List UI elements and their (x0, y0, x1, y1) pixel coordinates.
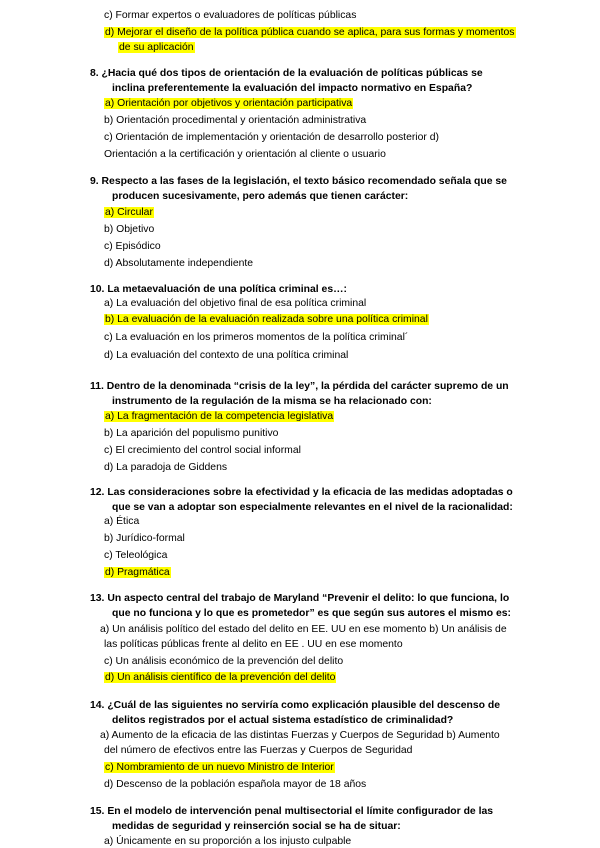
q14-option-c (104, 761, 335, 774)
q13-option-c: c) Un análisis económico de la prevención del delito (104, 656, 344, 667)
q12-option-a: a) Ética (104, 516, 140, 527)
q7-option-d-line2 (118, 41, 195, 54)
q13-options-ab-line2: las políticas públicas frente al delito en EE . UU en ese momento (104, 639, 403, 650)
q9-title-line2: producen sucesivamente, pero además que tienen carácter: (112, 191, 409, 202)
q11-option-b: b) La aparición del populismo punitivo (104, 428, 279, 439)
q8-option-d: Orientación a la certificación y orientación al cliente o usuario (104, 149, 386, 160)
q13-option-d (104, 671, 336, 684)
q11-option-d: d) La paradoja de Giddens (104, 462, 228, 473)
q14-title-line1: 14. ¿Cuál de las siguientes no serviría como explicación plausible del descenso de (90, 700, 500, 711)
q15-option-a: a) Únicamente en su proporción a los injusto culpable (104, 836, 352, 847)
q12-option-d (104, 566, 171, 579)
q10-option-c: c) La evaluación en los primeros momentos de la política criminal´ (104, 332, 409, 343)
q14-title-line2: delitos registrados por el actual sistema estadístico de criminalidad? (112, 715, 454, 726)
answer-highlight: a) Orientación por objetivos y orientación participativa (105, 98, 353, 109)
q8-title-line2: inclina preferentemente la evaluación del impacto normativo en España? (112, 83, 473, 94)
q13-options-ab-line1: a) Un análisis político del estado del delito en EE. UU en ese momento b) Un análisis de (100, 624, 507, 635)
q10-option-a: a) La evaluación del objetivo final de esa política criminal (104, 298, 367, 309)
q15-title-line1: 15. En el modelo de intervención penal multisectorial el límite configurador de las (90, 806, 494, 817)
q7-option-d-line1 (104, 26, 516, 39)
q10-option-b (104, 313, 429, 326)
q8-option-a (104, 97, 353, 110)
answer-highlight: de su aplicación (119, 42, 194, 53)
q11-title-line1: 11. Dentro de la denominada “crisis de la ley”, la pérdida del carácter supremo de un (90, 381, 509, 392)
q10-title: 10. La metaevaluación de una política criminal es…: (90, 284, 347, 295)
q9-option-d: d) Absolutamente independiente (104, 258, 254, 269)
q12-option-b: b) Jurídico-formal (104, 533, 185, 544)
answer-highlight: c) Nombramiento de un nuevo Ministro de Interior (105, 762, 334, 773)
q14-options-ab-line1: a) Aumento de la eficacia de las distintas Fuerzas y Cuerpos de Seguridad b) Aumento (100, 730, 500, 741)
answer-highlight: d) Mejorar el diseño de la política pública cuando se aplica, para sus formas y momentos (105, 27, 515, 38)
q9-option-c: c) Episódico (104, 241, 161, 252)
q12-title-line2: que se van a adoptar son especialmente relevantes en el nivel de la racionalidad: (112, 502, 513, 513)
q11-option-c: c) El crecimiento del control social informal (104, 445, 301, 456)
q15-title-line2: medidas de seguridad y reinserción social se ha de situar: (112, 821, 401, 832)
q10-option-d: d) La evaluación del contexto de una política criminal (104, 350, 349, 361)
q11-option-a (104, 410, 334, 423)
q12-title-line1: 12. Las consideraciones sobre la efectividad y la eficacia de las medidas adoptadas o (90, 487, 513, 498)
q8-option-c: c) Orientación de implementación y orientación de desarrollo posterior d) (104, 132, 439, 143)
q13-title-line2: que no funciona y lo que es prometedor” es que según sus autores el mismo es: (112, 608, 511, 619)
q9-option-a (104, 206, 154, 219)
answer-highlight: b) La evaluación de la evaluación realizada sobre una política criminal (105, 314, 428, 325)
q8-option-b: b) Orientación procedimental y orientación administrativa (104, 115, 367, 126)
q8-title-line1: 8. ¿Hacia qué dos tipos de orientación de la evaluación de políticas públicas se (90, 68, 483, 79)
answer-highlight: d) Un análisis científico de la prevención del delito (105, 672, 336, 683)
answer-highlight: a) La fragmentación de la competencia legislativa (105, 411, 334, 422)
q12-option-c: c) Teleológica (104, 550, 168, 561)
q13-title-line1: 13. Un aspecto central del trabajo de Maryland “Prevenir el delito: lo que funciona, lo (90, 593, 510, 604)
q7-option-c: c) Formar expertos o evaluadores de políticas públicas (104, 10, 357, 21)
q9-title-line1: 9. Respecto a las fases de la legislación, el texto básico recomendado señala que se (90, 176, 507, 187)
q14-option-d: d) Descenso de la población española mayor de 18 años (104, 779, 367, 790)
q11-title-line2: instrumento de la regulación de la misma se ha relacionado con: (112, 396, 432, 407)
answer-highlight: a) Circular (105, 207, 153, 218)
answer-highlight: d) Pragmática (105, 567, 170, 578)
q14-options-ab-line2: del número de efectivos entre las Fuerzas y Cuerpos de Seguridad (104, 745, 413, 756)
q9-option-b: b) Objetivo (104, 224, 155, 235)
